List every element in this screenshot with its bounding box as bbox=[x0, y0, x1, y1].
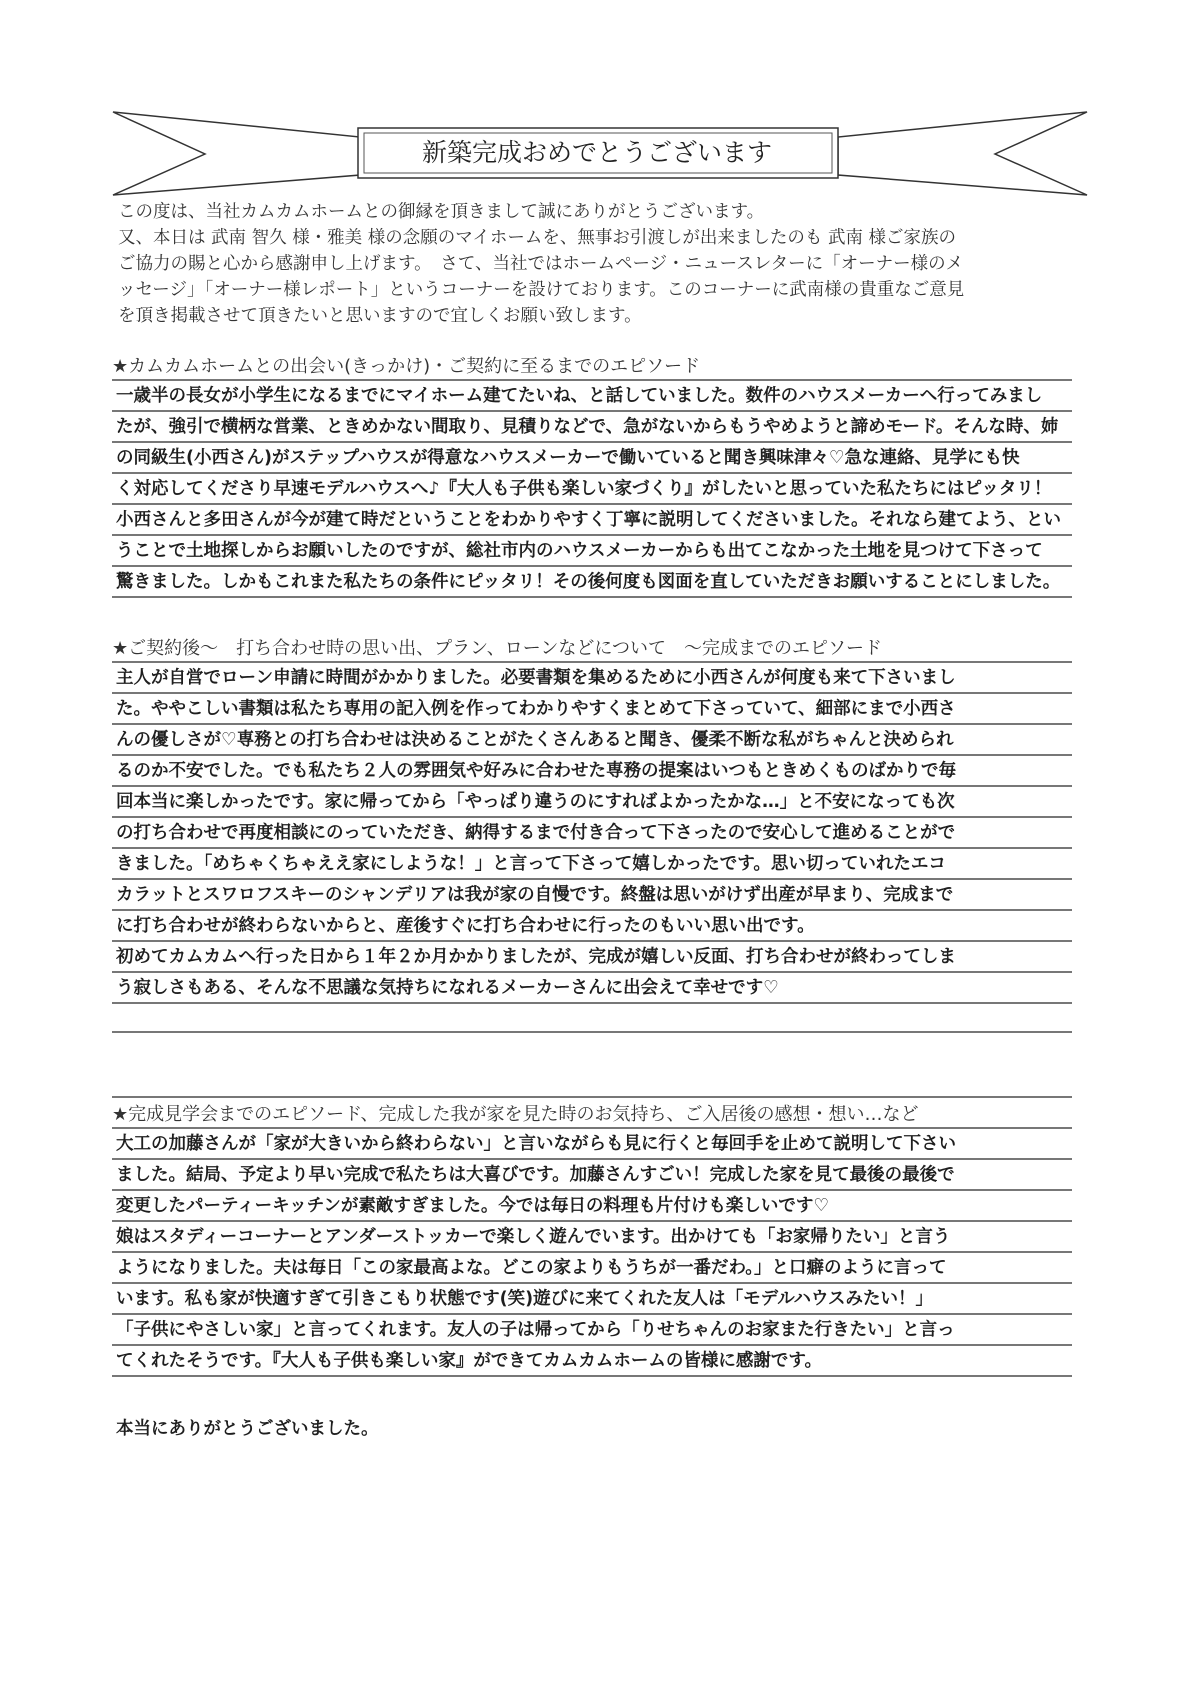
answer-line: 小西さんと多田さんが今が建て時だということをわかりやすく丁寧に説明してくださいました。それなら建てよう、とい bbox=[112, 505, 1072, 536]
answer-line: 大工の加藤さんが「家が大きいから終わらない」と言いながらも見に行くと毎回手を止めて説明して下さい bbox=[112, 1129, 1072, 1160]
answer-line: るのか不安でした。でも私たち２人の雰囲気や好みに合わせた専務の提案はいつもときめくものばかりで毎 bbox=[112, 756, 1072, 787]
blank-ruled-line bbox=[112, 1004, 1072, 1033]
answer-line: います。私も家が快適すぎて引きこもり状態です(笑)遊びに来てくれた友人は「モデルハウスみたい！」 bbox=[112, 1284, 1072, 1315]
answer-line: 「子供にやさしい家」と言ってくれます。友人の子は帰ってから「りせちゃんのお家また行きたい」と言っ bbox=[112, 1315, 1072, 1346]
intro-line: この度は、当社カムカムホームとの御縁を頂きまして誠にありがとうございます。 bbox=[118, 202, 765, 222]
section-after-contract bbox=[112, 637, 1072, 1033]
answer-line: たが、強引で横柄な営業、ときめかない間取り、見積りなどで、急がないからもうやめようと諦めモード。そんな時、姉 bbox=[112, 412, 1072, 443]
section-heading: ★カムカムホームとの出会い(きっかけ)・ご契約に至るまでのエピソード bbox=[112, 356, 701, 377]
answer-line: ようになりました。夫は毎日「この家最高よな。どこの家よりもうちが一番だわ。」と口癖のように言って bbox=[112, 1253, 1072, 1284]
answer-line: 一歳半の長女が小学生になるまでにマイホーム建てたいね、と話していました。数件のハウスメーカーへ行ってみまし bbox=[112, 381, 1072, 412]
answer-line: ました。結局、予定より早い完成で私たちは大喜びです。加藤さんすごい！完成した家を見て最後の最後で bbox=[112, 1160, 1072, 1191]
answer-line: きました。「めちゃくちゃええ家にしような！」と言って下さって嬉しかったです。思い切っていれたエコ bbox=[112, 849, 1072, 880]
section-first-meeting bbox=[112, 355, 1072, 598]
answer-line: てくれたそうです。『大人も子供も楽しい家』ができてカムカムホームの皆様に感謝です。 bbox=[112, 1346, 1072, 1377]
section-heading: ★ご契約後～ 打ち合わせ時の思い出、プラン、ローンなどについて ～完成までのエピソード bbox=[112, 638, 882, 659]
answer-line: に打ち合わせが終わらないからと、産後すぐに打ち合わせに行ったのもいい思い出です。 bbox=[112, 911, 1072, 942]
answer-line: カラットとスワロフスキーのシャンデリアは我が家の自慢です。終盤は思いがけず出産が早まり、完成まで bbox=[112, 880, 1072, 911]
intro-line: ッセージ」「オーナー様レポート」というコーナーを設けております。このコーナーに武南様の貴重なご意見 bbox=[118, 280, 965, 300]
section-completion bbox=[112, 1096, 1072, 1377]
page-title: 新築完成おめでとうございます bbox=[421, 138, 772, 167]
intro-paragraph bbox=[118, 199, 1080, 329]
answer-line: た。ややこしい書類は私たち専用の記入例を作ってわかりやすくまとめて下さっていて、細部にまで小西さ bbox=[112, 694, 1072, 725]
answer-line: く対応してくださり早速モデルハウスへ♪『大人も子供も楽しい家づくり』がしたいと思っていた私たちにはピッタリ！ bbox=[112, 474, 1072, 505]
title-banner bbox=[0, 0, 1200, 200]
answer-line: んの優しさが♡専務との打ち合わせは決めることがたくさんあると聞き、優柔不断な私がちゃんと決められ bbox=[112, 725, 1072, 756]
answer-line: う寂しさもある、そんな不思議な気持ちになれるメーカーさんに出会えて幸せです♡ bbox=[112, 973, 1072, 1004]
answer-line: の同級生(小西さん)がステップハウスが得意なハウスメーカーで働いていると聞き興味津々♡急な連絡、見学にも快 bbox=[112, 443, 1072, 474]
answer-line: 変更したパーティーキッチンが素敵すぎました。今では毎日の料理も片付けも楽しいです♡ bbox=[112, 1191, 1072, 1222]
answer-line: 娘はスタディーコーナーとアンダーストッカーで楽しく遊んでいます。出かけても「お家帰りたい」と言う bbox=[112, 1222, 1072, 1253]
answer-line: 主人が自営でローン申請に時間がかかりました。必要書類を集めるために小西さんが何度も来て下さいまし bbox=[112, 663, 1072, 694]
answer-line: の打ち合わせで再度相談にのっていただき、納得するまで付き合って下さったので安心して進めることがで bbox=[112, 818, 1072, 849]
divider bbox=[112, 1096, 1072, 1098]
answer-line: 驚きました。しかもこれまた私たちの条件にピッタリ！その後何度も図面を直していただきお願いすることにしました。 bbox=[112, 567, 1072, 598]
intro-line: ご協力の賜と心から感謝申し上げます。 さて、当社ではホームページ・ニュースレターに「オーナー様のメ bbox=[118, 254, 964, 274]
answer-line: うことで土地探しからお願いしたのですが、総社市内のハウスメーカーからも出てこなかった土地を見つけて下さって bbox=[112, 536, 1072, 567]
answer-line: 初めてカムカムへ行った日から１年２か月かかりましたが、完成が嬉しい反面、打ち合わせが終わってしま bbox=[112, 942, 1072, 973]
intro-line: を頂き掲載させて頂きたいと思いますので宜しくお願い致します。 bbox=[118, 306, 642, 326]
closing-thanks: 本当にありがとうございました。 bbox=[116, 1419, 379, 1439]
section-heading: ★完成見学会までのエピソード、完成した我が家を見た時のお気持ち、ご入居後の感想・想い…など bbox=[112, 1104, 919, 1125]
answer-line: 回本当に楽しかったです。家に帰ってから「やっぱり違うのにすればよかったかな…」と不安になっても次 bbox=[112, 787, 1072, 818]
intro-line: 又、本日は 武南 智久 様・雅美 様の念願のマイホームを、無事お引渡しが出来ましたのも 武南 様ご家族の bbox=[118, 228, 957, 248]
